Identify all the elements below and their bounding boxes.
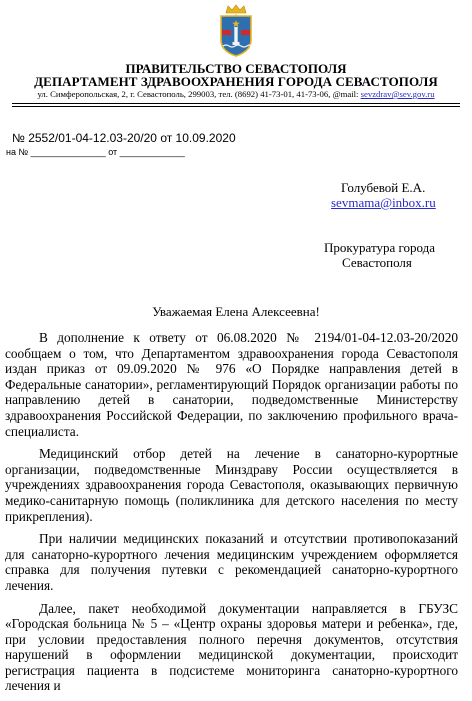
incoming-reference: на № _______________ от _____________	[6, 147, 185, 157]
letter-body	[5, 330, 458, 701]
org-address-text: ул. Симферопольская, 2, г. Севастополь, 299003, тел. (8692) 41-73-01, 41-73-06, @mail:	[37, 89, 361, 99]
org-name-government: ПРАВИТЕЛЬСТВО СЕВАСТОПОЛЯ	[125, 61, 347, 76]
org-address-line	[0, 89, 472, 99]
letter-salutation: Уважаемая Елена Алексеевна!	[152, 304, 320, 319]
letter-paragraph: Далее, пакет необходимой документации направляется в ГБУЗС «Городская больница № 5 – «Центр охраны здоровья матери и ребенка», где, при условии предоставления полного перечня документов, отсутствия нарушений в оформлении медицинской документации, происходит регистрация пациента в подсистеме мониторинга санаторно-курортного лечения и	[5, 600, 458, 694]
org-email-link[interactable]: sevzdrav@sev.gov.ru	[360, 89, 435, 99]
outgoing-number: № 2552/01-04-12.03-20/20 от 10.09.2020	[12, 131, 236, 145]
letter-paragraph: При наличии медицинских показаний и отсутствии противопоказаний для санаторно-курортного лечения медицинским учреждением оформляется справка для получения путевки с рекомендацией санаторно-курортного лечения.	[5, 531, 458, 593]
letterhead-rule-thin	[12, 106, 460, 107]
recipient-org-line2: Севастополя	[342, 255, 412, 270]
letter-paragraph: В дополнение к ответу от 06.08.2020 № 2194/01-04-12.03-20/2020 сообщаем о том, что Департаментом здравоохранения города Севастополя издан приказ от 09.09.2020 № 976 «О Порядке направления детей в Федеральные санатории», регламентирующий Порядок организации работы по направлению детей в санатории, подведомственные Министерству здравоохранения Российской Федерации, по заключению профильного врача-специалиста.	[5, 330, 458, 439]
recipient-org-line1: Прокуратура города	[324, 240, 436, 255]
letter-paragraph: Медицинский отбор детей на лечение в санаторно-курортные организации, подведомственные Минздраву России осуществляется в учреждениях здравоохранения города Севастополя, оказывающих первичную медико-санитарную помощь (поликлиника для детского населения по месту прикрепления).	[5, 446, 458, 524]
org-name-department: ДЕПАРТАМЕНТ ЗДРАВООХРАНЕНИЯ ГОРОДА СЕВАСТОПОЛЯ	[34, 74, 438, 89]
sevastopol-coat-of-arms-icon	[213, 4, 259, 58]
recipient-email-link[interactable]: sevmama@inbox.ru	[331, 195, 436, 210]
recipient-name: Голубевой Е.А.	[341, 180, 426, 195]
letterhead-rule-thick	[12, 103, 460, 104]
